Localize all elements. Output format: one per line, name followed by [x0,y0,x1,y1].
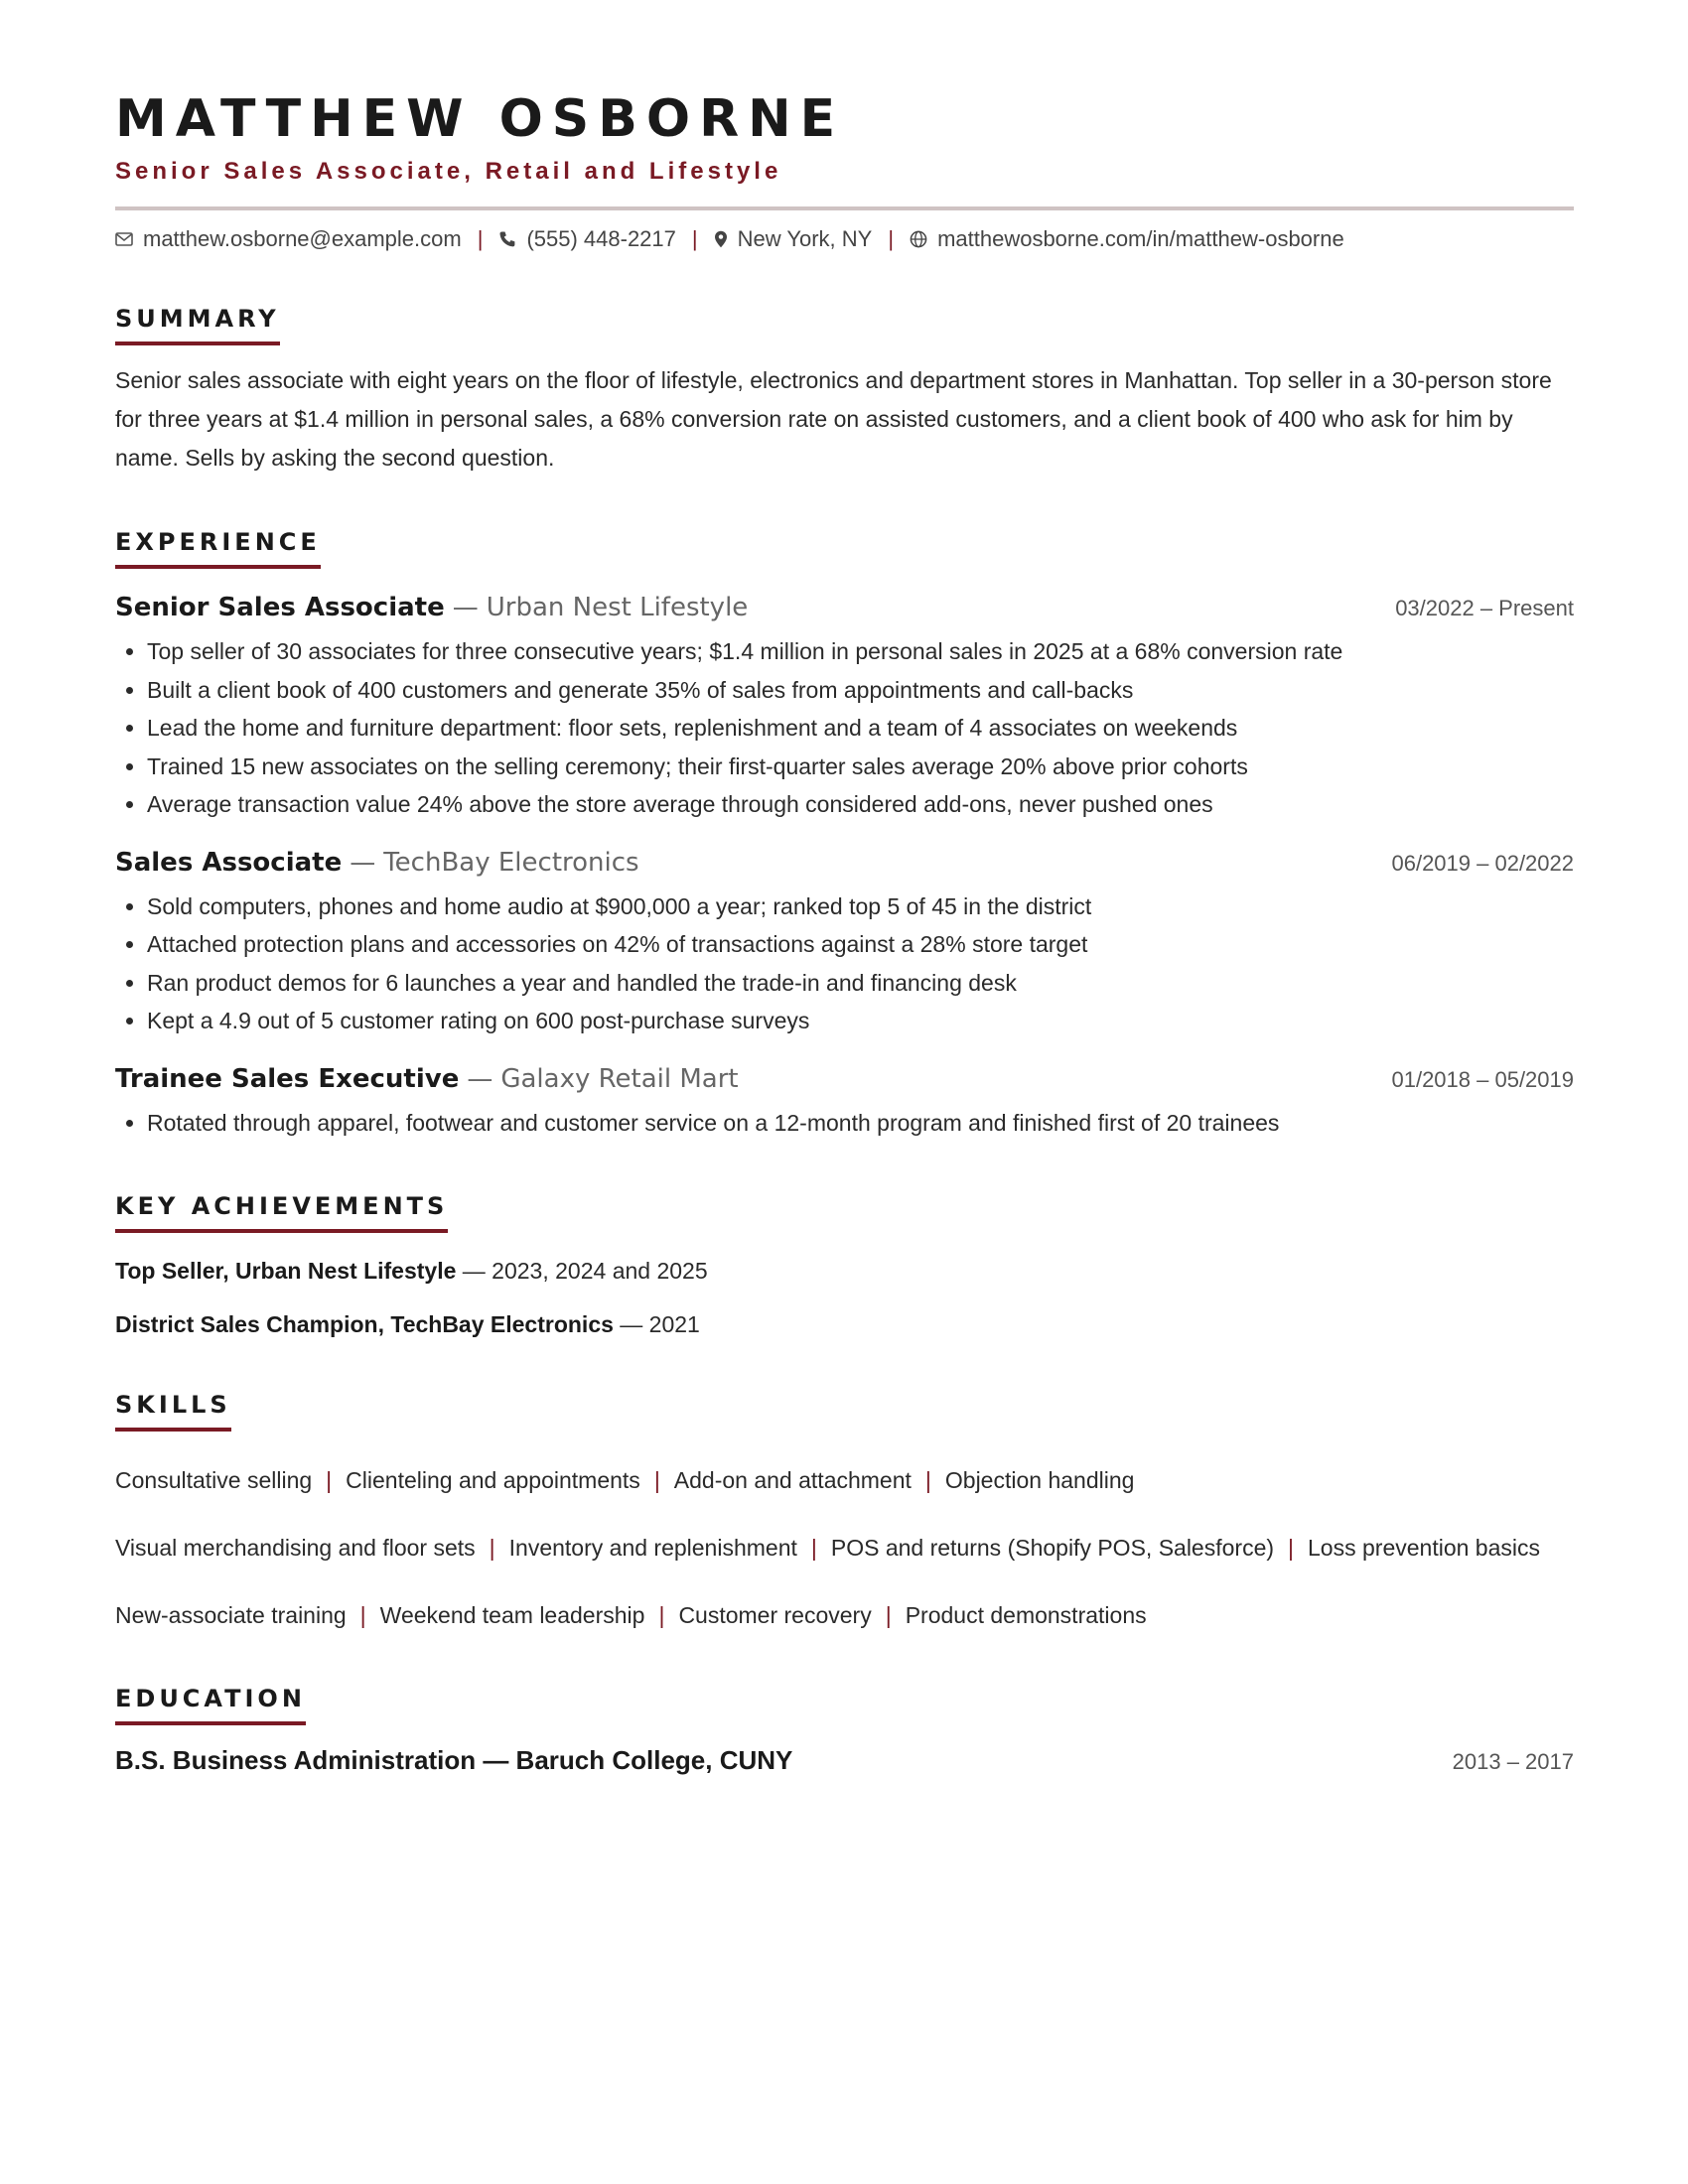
contact-phone-text: (555) 448-2217 [526,226,676,251]
experience-heading: EXPERIENCE [115,527,321,569]
skill: Inventory and replenishment [508,1535,797,1561]
achievement-title: District Sales Champion, TechBay Electronics [115,1311,614,1337]
job-bullet: • Attached protection plans and accessories on 42% of transactions against a 28% store target [147,925,1574,964]
job-bullet: • Kept a 4.9 out of 5 customer rating on 600 post-purchase surveys [147,1002,1574,1040]
skills-line [115,1461,1574,1499]
skills-line [115,1529,1574,1567]
job-bullet: • Average transaction value 24% above the store average through considered add-ons, never pushed ones [147,785,1574,824]
contact-separator: | [691,226,698,251]
resume-page [115,89,1574,1776]
header-divider [115,206,1574,210]
summary-text: Senior sales associate with eight years on the floor of lifestyle, electronics and department stores in Manhattan. Top seller in a 30-person store for three years at $1.4 million in personal sales, a 68% conversion rate on assisted customers, and a client book of 400 who ask for him by name. Sells by asking the second question. [115,367,1552,471]
job-bullets [115,887,1574,1040]
contact-location [714,224,873,254]
skill-separator: | [658,1602,665,1628]
job-dash: — [350,847,376,878]
skill-separator: | [653,1467,660,1493]
skill: Loss prevention basics [1308,1535,1540,1561]
contact-email-text: matthew.osborne@example.com [143,226,462,251]
achievement-detail: — 2023, 2024 and 2025 [462,1258,708,1284]
job-bullet: • Rotated through apparel, footwear and customer service on a 12-month program and finished first of 20 trainees [147,1104,1574,1143]
job-title: Sales Associate [115,847,343,878]
education-heading: EDUCATION [115,1684,306,1725]
contact-location-text: New York, NY [737,226,873,251]
education-degree: B.S. Business Administration — Baruch College, CUNY [115,1745,793,1775]
job-company: TechBay Electronics [383,847,639,878]
skill: Product demonstrations [905,1602,1147,1628]
experience-section [115,527,1574,1142]
globe-icon [910,230,927,248]
achievements-heading: KEY ACHIEVEMENTS [115,1191,448,1233]
contact-bar [115,224,1574,254]
skill: Objection handling [944,1467,1135,1493]
skill: Add-on and attachment [673,1467,912,1493]
skill: Clienteling and appointments [346,1467,640,1493]
job-dates: 03/2022 – Present [1395,596,1574,620]
job-company: Urban Nest Lifestyle [486,593,749,622]
achievement-item [115,1255,1574,1287]
job-bullets [115,1104,1574,1143]
achievement-detail: — 2021 [620,1311,700,1337]
job-bullet: • Sold computers, phones and home audio at $900,000 a year; ranked top 5 of 45 in the district [147,887,1574,926]
job-bullet: • Lead the home and furniture department: floor sets, replenishment and a team of 4 associates on weekends [147,709,1574,748]
contact-website[interactable] [910,224,1344,254]
skills-heading: SKILLS [115,1390,231,1432]
job-title: Senior Sales Associate [115,593,445,622]
job-dash: — [467,1063,493,1094]
education-section [115,1684,1574,1776]
contact-website-text: matthewosborne.com/in/matthew-osborne [937,226,1344,251]
job-bullet: • Top seller of 30 associates for three consecutive years; $1.4 million in personal sales in 2025 at a 68% conversion rate [147,632,1574,671]
job-bullet: • Trained 15 new associates on the selling ceremony; their first-quarter sales average 20% above prior cohorts [147,748,1574,786]
contact-phone[interactable] [498,224,675,254]
job-dates: 01/2018 – 05/2019 [1391,1066,1574,1092]
job-bullet: • Ran product demos for 6 launches a year and handled the trade-in and financing desk [147,964,1574,1003]
skill-separator: | [885,1602,892,1628]
skill: Customer recovery [678,1602,872,1628]
job-bullets [115,632,1574,824]
summary-section [115,304,1574,478]
mail-icon [115,232,133,246]
skill: Visual merchandising and floor sets [115,1535,476,1561]
job-entry [115,1064,1574,1143]
job-entry [115,593,1574,824]
contact-email[interactable] [115,224,462,254]
job-company: Galaxy Retail Mart [500,1063,739,1094]
skill: POS and returns (Shopify POS, Salesforce) [830,1535,1275,1561]
skill: Consultative selling [115,1467,313,1493]
job-entry [115,848,1574,1040]
contact-separator: | [888,226,895,251]
skills-section [115,1390,1574,1634]
job-title: Trainee Sales Executive [115,1063,460,1094]
achievement-title: Top Seller, Urban Nest Lifestyle [115,1258,457,1284]
candidate-name: MATTHEW OSBORNE [115,89,845,149]
education-dates: 2013 – 2017 [1452,1749,1574,1774]
skill: New-associate training [115,1602,347,1628]
skill-separator: | [810,1535,817,1561]
skill-separator: | [489,1535,495,1561]
achievement-item [115,1308,1574,1340]
skill-separator: | [924,1467,931,1493]
skill: Weekend team leadership [379,1602,645,1628]
skill-separator: | [359,1602,366,1628]
candidate-title: Senior Sales Associate, Retail and Lifestyle [115,158,782,185]
skills-line [115,1596,1574,1634]
summary-heading: SUMMARY [115,304,280,345]
phone-icon [498,230,516,248]
job-bullet: • Built a client book of 400 customers and generate 35% of sales from appointments and call-backs [147,671,1574,710]
contact-separator: | [477,226,484,251]
job-dash: — [452,593,479,622]
skill-separator: | [326,1467,333,1493]
job-dates: 06/2019 – 02/2022 [1391,850,1574,876]
skill-separator: | [1288,1535,1295,1561]
achievements-section [115,1191,1574,1340]
location-pin-icon [714,230,728,248]
